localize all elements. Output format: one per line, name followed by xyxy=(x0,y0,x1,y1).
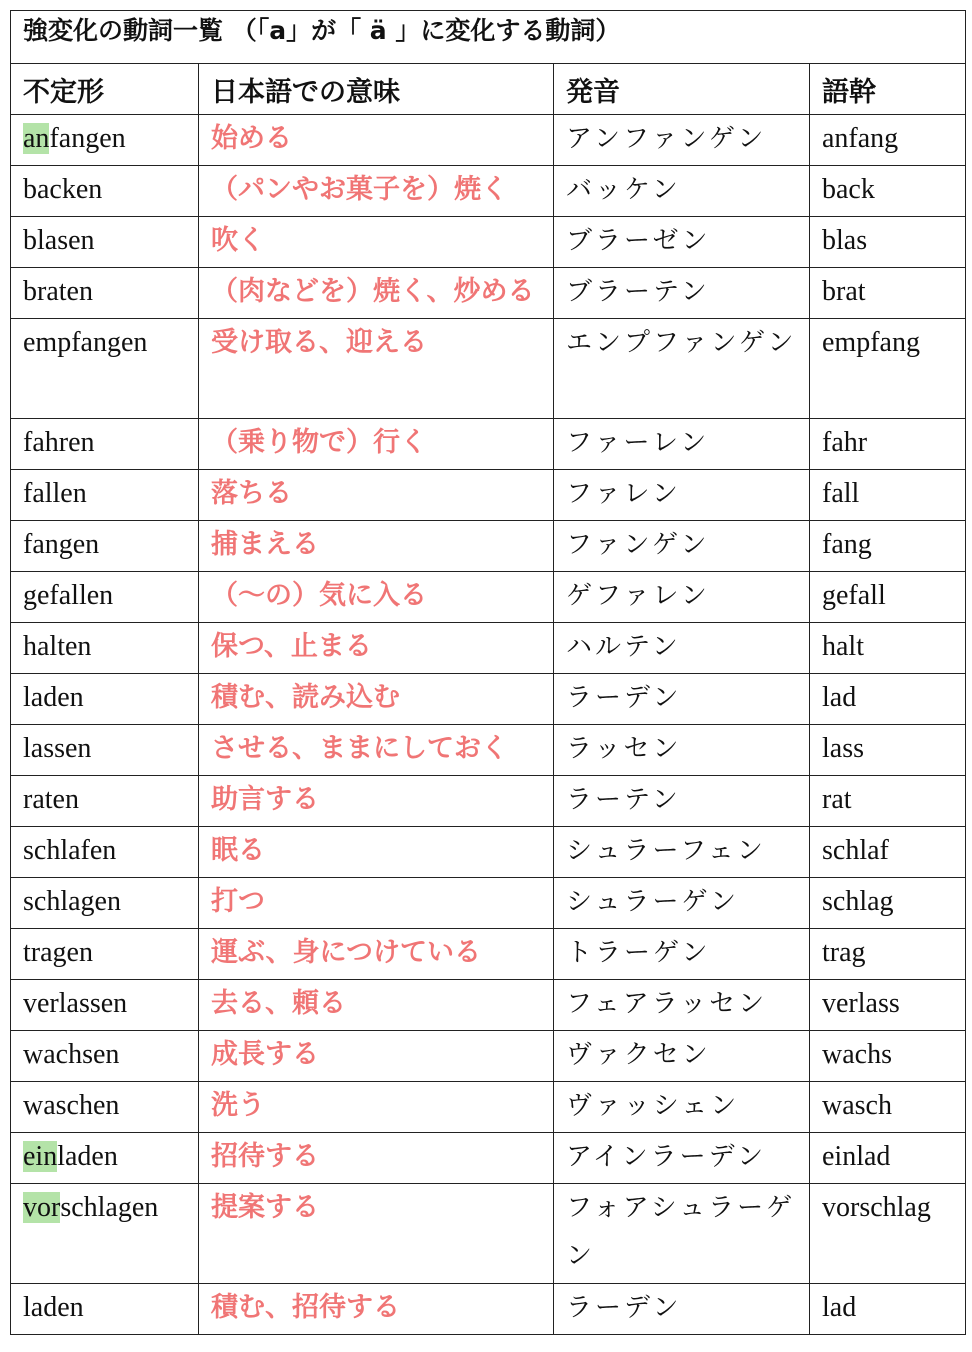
meaning-cell: 吹く xyxy=(199,217,554,268)
infinitive-cell: gefallen xyxy=(11,572,199,623)
pronunciation-cell: ファーレン xyxy=(554,419,810,470)
infinitive-cell: tragen xyxy=(11,929,199,980)
pronunciation-cell: ハルテン xyxy=(554,623,810,674)
infinitive-cell xyxy=(11,115,199,166)
meaning-cell: 提案する xyxy=(199,1184,554,1284)
stem-cell: wasch xyxy=(810,1082,966,1133)
meaning-cell: （乗り物で）行く xyxy=(199,419,554,470)
pronunciation-cell: アンファンゲン xyxy=(554,115,810,166)
infinitive-cell: fallen xyxy=(11,470,199,521)
meaning-cell: 去る、頼る xyxy=(199,980,554,1031)
stem-cell: lass xyxy=(810,725,966,776)
meaning-cell: 打つ xyxy=(199,878,554,929)
pronunciation-cell: ブラーテン xyxy=(554,268,810,319)
meaning-cell: 招待する xyxy=(199,1133,554,1184)
stem-cell: brat xyxy=(810,268,966,319)
stem-cell: fahr xyxy=(810,419,966,470)
table-row xyxy=(11,166,966,217)
separable-prefix: ein xyxy=(23,1141,58,1172)
table-row xyxy=(11,419,966,470)
meaning-cell: 成長する xyxy=(199,1031,554,1082)
table-row xyxy=(11,268,966,319)
header-pronunciation: 発音 xyxy=(554,64,810,115)
stem-cell: einlad xyxy=(810,1133,966,1184)
table-row xyxy=(11,827,966,878)
infinitive-cell: schlafen xyxy=(11,827,199,878)
infinitive-cell: laden xyxy=(11,1284,199,1335)
pronunciation-cell: ラーテン xyxy=(554,776,810,827)
meaning-cell: 眠る xyxy=(199,827,554,878)
pronunciation-cell: ラーデン xyxy=(554,674,810,725)
infinitive-cell: laden xyxy=(11,674,199,725)
pronunciation-cell: バッケン xyxy=(554,166,810,217)
pronunciation-cell: ファレン xyxy=(554,470,810,521)
table-row xyxy=(11,776,966,827)
table-row xyxy=(11,623,966,674)
meaning-cell: （～の）気に入る xyxy=(199,572,554,623)
stem-cell: lad xyxy=(810,674,966,725)
pronunciation-cell: エンプファンゲン xyxy=(554,319,810,419)
infinitive-cell: braten xyxy=(11,268,199,319)
meaning-cell: 運ぶ、身につけている xyxy=(199,929,554,980)
table-row xyxy=(11,725,966,776)
meaning-cell: 保つ、止まる xyxy=(199,623,554,674)
pronunciation-cell: フォアシュラーゲン xyxy=(554,1184,810,1284)
meaning-cell: （パンやお菓子を）焼く xyxy=(199,166,554,217)
infinitive-cell: fangen xyxy=(11,521,199,572)
infinitive-cell: raten xyxy=(11,776,199,827)
meaning-cell: 始める xyxy=(199,115,554,166)
stem-cell: blas xyxy=(810,217,966,268)
infinitive-cell: lassen xyxy=(11,725,199,776)
pronunciation-cell: ゲファレン xyxy=(554,572,810,623)
pronunciation-cell: ヴァクセン xyxy=(554,1031,810,1082)
table-row xyxy=(11,1031,966,1082)
pronunciation-cell: ブラーゼン xyxy=(554,217,810,268)
infinitive-rest: schlagen xyxy=(60,1192,159,1223)
header-infinitive: 不定形 xyxy=(11,64,199,115)
stem-cell: gefall xyxy=(810,572,966,623)
stem-cell: wachs xyxy=(810,1031,966,1082)
meaning-cell: 積む、招待する xyxy=(199,1284,554,1335)
infinitive-rest: laden xyxy=(57,1141,118,1172)
separable-prefix: an xyxy=(23,123,50,154)
meaning-cell: （肉などを）焼く、炒める xyxy=(199,268,554,319)
infinitive-cell: blasen xyxy=(11,217,199,268)
stem-cell: rat xyxy=(810,776,966,827)
meaning-cell: 受け取る、迎える xyxy=(199,319,554,419)
infinitive-cell xyxy=(11,1133,199,1184)
stem-cell: trag xyxy=(810,929,966,980)
stem-cell: halt xyxy=(810,623,966,674)
table-row xyxy=(11,521,966,572)
table-row xyxy=(11,929,966,980)
table-row xyxy=(11,572,966,623)
table-row xyxy=(11,674,966,725)
infinitive-cell: fahren xyxy=(11,419,199,470)
pronunciation-cell: ラッセン xyxy=(554,725,810,776)
title-row xyxy=(11,11,966,64)
infinitive-cell xyxy=(11,1184,199,1284)
meaning-cell: 助言する xyxy=(199,776,554,827)
table-row xyxy=(11,1284,966,1335)
pronunciation-cell: ヴァッシェン xyxy=(554,1082,810,1133)
stem-cell: lad xyxy=(810,1284,966,1335)
pronunciation-cell: アインラーデン xyxy=(554,1133,810,1184)
infinitive-cell: verlassen xyxy=(11,980,199,1031)
pronunciation-cell: ファンゲン xyxy=(554,521,810,572)
table-row xyxy=(11,980,966,1031)
stem-cell: schlaf xyxy=(810,827,966,878)
meaning-cell: 洗う xyxy=(199,1082,554,1133)
stem-cell: back xyxy=(810,166,966,217)
meaning-cell: 落ちる xyxy=(199,470,554,521)
stem-cell: verlass xyxy=(810,980,966,1031)
table-row xyxy=(11,1082,966,1133)
infinitive-cell: empfangen xyxy=(11,319,199,419)
header-meaning: 日本語での意味 xyxy=(199,64,554,115)
stem-cell: schlag xyxy=(810,878,966,929)
separable-prefix: vor xyxy=(23,1192,61,1223)
stem-cell: fall xyxy=(810,470,966,521)
table-row xyxy=(11,319,966,419)
stem-cell: fang xyxy=(810,521,966,572)
table-row xyxy=(11,470,966,521)
meaning-cell: させる、ままにしておく xyxy=(199,725,554,776)
meaning-cell: 積む、読み込む xyxy=(199,674,554,725)
infinitive-rest: fangen xyxy=(49,123,126,154)
pronunciation-cell: トラーゲン xyxy=(554,929,810,980)
stem-cell: anfang xyxy=(810,115,966,166)
table-title: 強変化の動詞一覧 （「a」が「 ä 」に変化する動詞） xyxy=(11,11,966,64)
verb-table xyxy=(10,10,966,1335)
stem-cell: vorschlag xyxy=(810,1184,966,1284)
header-stem: 語幹 xyxy=(810,64,966,115)
infinitive-cell: backen xyxy=(11,166,199,217)
pronunciation-cell: ラーデン xyxy=(554,1284,810,1335)
pronunciation-cell: シュラーゲン xyxy=(554,878,810,929)
table-row xyxy=(11,878,966,929)
infinitive-cell: schlagen xyxy=(11,878,199,929)
header-row xyxy=(11,64,966,115)
pronunciation-cell: シュラーフェン xyxy=(554,827,810,878)
infinitive-cell: wachsen xyxy=(11,1031,199,1082)
infinitive-cell: halten xyxy=(11,623,199,674)
table-row xyxy=(11,1133,966,1184)
meaning-cell: 捕まえる xyxy=(199,521,554,572)
stem-cell: empfang xyxy=(810,319,966,419)
pronunciation-cell: フェアラッセン xyxy=(554,980,810,1031)
table-row xyxy=(11,217,966,268)
infinitive-cell: waschen xyxy=(11,1082,199,1133)
table-row xyxy=(11,1184,966,1284)
table-row xyxy=(11,115,966,166)
